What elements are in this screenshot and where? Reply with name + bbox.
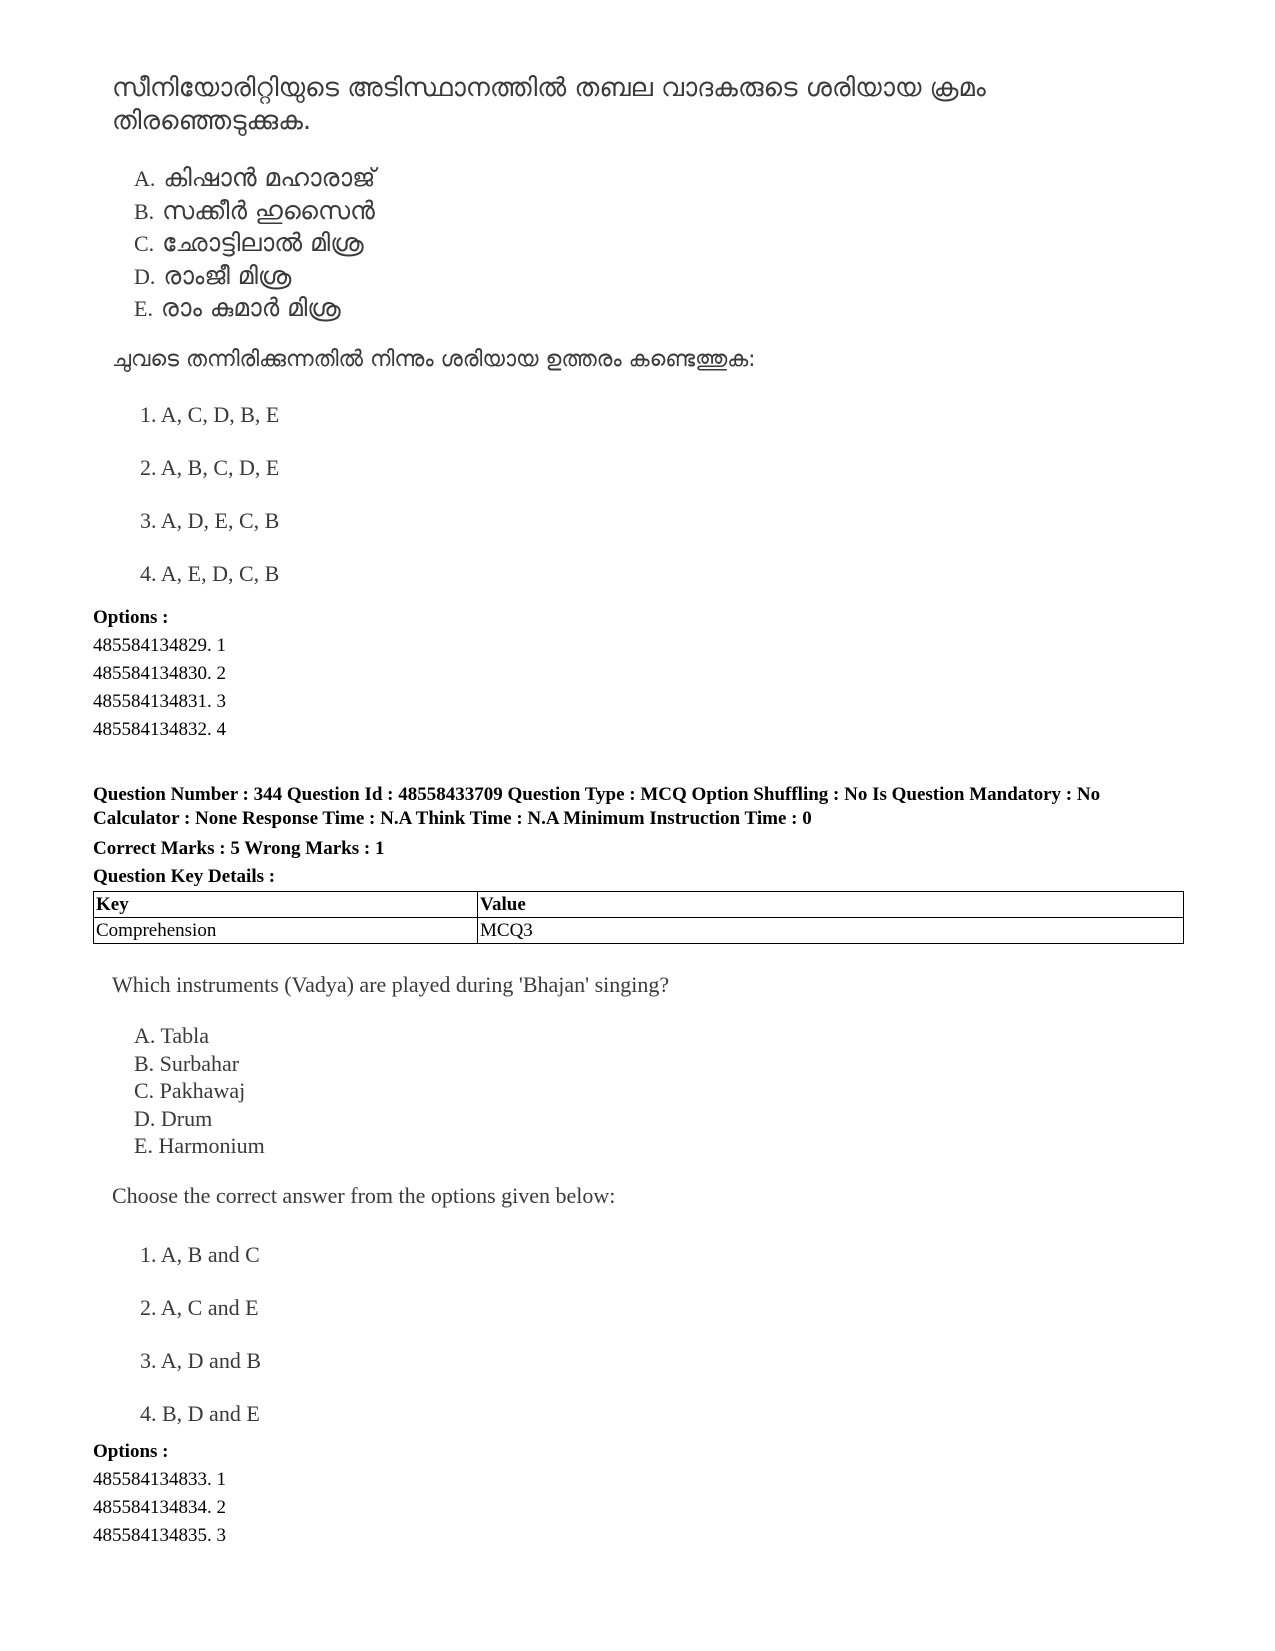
option-id: 485584134829. 1 [93,635,226,656]
answer-choice: 3. A, D and B [140,1348,261,1373]
list-item: C. Pakhawaj [134,1078,246,1103]
list-item: B. Surbahar [134,1050,240,1076]
list-item: A. കിഷാൻ മഹാരാജ് [134,163,376,192]
table-header-row [94,892,1184,918]
table-header-key: Key [94,892,478,918]
question-343-instruction: ചുവടെ തന്നിരിക്കുന്നതിൽ നിന്നും ശരിയായ ഉത്തരം കണ്ടെത്തുക: [112,347,756,372]
option-id: 485584134831. 3 [93,691,226,712]
key-details-label: Question Key Details : [93,866,276,887]
list-item: E. Harmonium [134,1133,265,1158]
table-cell: MCQ3 [478,918,1184,944]
option-id: 485584134835. 3 [93,1525,226,1546]
option-id: 485584134830. 2 [93,663,226,684]
question-344-options [93,1438,226,1550]
answer-choice: 1. A, B and C [140,1242,260,1267]
table-header-value: Value [478,892,1184,918]
question-343-stem: സീനിയോരിറ്റിയുടെ അടിസ്ഥാനത്തിൽ തബല വാദകരുടെ ശരിയായ ക്രമം തിരഞ്ഞെടുക്കുക. [112,73,986,136]
table-cell: Comprehension [94,918,478,944]
option-id: 485584134833. 1 [93,1469,226,1490]
question-344-stem: Which instruments (Vadya) are played during 'Bhajan' singing? [112,972,670,997]
question-344-items [134,1022,265,1160]
list-item: D. രാംജീ മിശ്ര [134,260,292,290]
question-344-instruction: Choose the correct answer from the options given below: [112,1183,616,1208]
options-label: Options : [93,607,169,628]
question-343-options [93,604,226,744]
question-key-table [93,891,1184,944]
marks-line: Correct Marks : 5 Wrong Marks : 1 [93,838,385,859]
option-id: 485584134832. 4 [93,719,226,740]
answer-choice: 1. A, C, D, B, E [140,402,280,427]
list-item: C. ഛോട്ടിലാൽ മിശ്ര [134,228,364,257]
option-id: 485584134834. 2 [93,1497,226,1518]
list-item: A. Tabla [134,1023,210,1048]
options-label: Options : [93,1441,169,1462]
answer-choice: 2. A, C and E [140,1295,259,1320]
answer-choice: 2. A, B, C, D, E [140,455,280,480]
list-item: B. സക്കീർ ഹുസൈൻ [134,195,375,225]
question-344-marks-block [93,835,384,891]
question-344-answers [140,1240,261,1452]
question-344-meta: Question Number : 344 Question Id : 48558433709 Question Type : MCQ Option Shuffling : No Is Question Mandatory : No Calculator : None Response Time : N.A Think Time : N.A Minimum Instruction Time : 0 [93,784,1101,829]
answer-choice: 4. A, E, D, C, B [140,561,280,586]
table-row [94,918,1184,944]
answer-choice: 3. A, D, E, C, B [140,508,280,533]
list-item: D. Drum [134,1105,213,1131]
question-343-items [134,162,375,325]
list-item: E. രാം കുമാർ മിശ്ര [134,293,341,322]
answer-choice: 4. B, D and E [140,1401,260,1426]
question-343-answers [140,400,279,612]
